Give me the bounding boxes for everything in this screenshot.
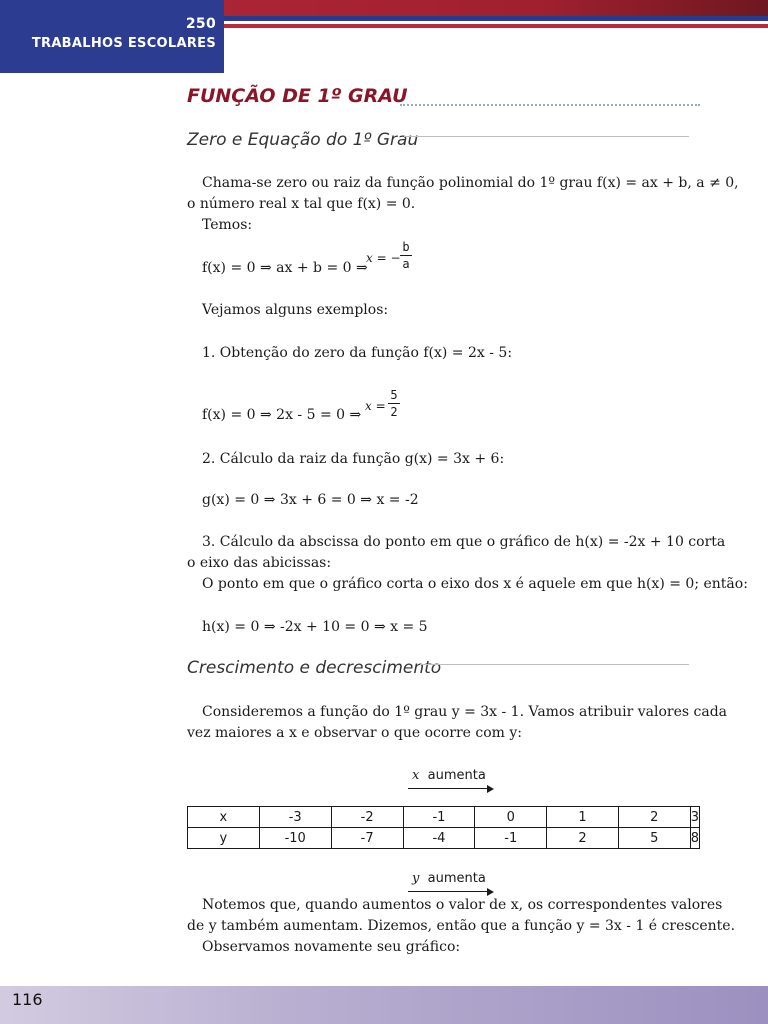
x-increases-label — [412, 768, 486, 783]
table-cell: 0 — [475, 807, 547, 828]
footer-bar — [0, 986, 768, 1024]
example-3-line-3: O ponto em que o gráfico corta o eixo dos x é aquele em que h(x) = 0; então: — [202, 576, 748, 592]
table-cell: -4 — [403, 828, 475, 849]
header-red-stripe — [224, 24, 768, 28]
title-dotted-rule — [400, 104, 700, 106]
x-increases-word: aumenta — [427, 768, 486, 783]
note-line-3: Observamos novamente seu gráfico: — [202, 939, 461, 955]
fraction-bar — [388, 403, 400, 404]
section-heading-growth: Crescimento e decrescimento — [187, 658, 442, 678]
example-3-line-1: 3. Cálculo da abscissa do ponto em que o gráfico de h(x) = -2x + 10 corta — [202, 534, 726, 550]
page-title: FUNÇÃO DE 1º GRAU — [187, 85, 408, 107]
section-rule-zero — [404, 136, 689, 137]
example-1-title: 1. Obtenção do zero da função f(x) = 2x - 5: — [202, 345, 513, 361]
page-number: 116 — [12, 990, 43, 1009]
table-cell: -7 — [331, 828, 403, 849]
example-2-equation: g(x) = 0 ⇒ 3x + 6 = 0 ⇒ x = -2 — [202, 492, 419, 508]
table-cell: y — [188, 828, 260, 849]
section-rule-growth — [420, 664, 689, 665]
intro-line-2: o número real x tal que f(x) = 0. — [187, 196, 416, 212]
values-table — [187, 806, 700, 849]
brand-number: 250 — [185, 16, 216, 32]
table-cell: 2 — [547, 828, 619, 849]
examples-label: Vejamos alguns exemplos: — [202, 302, 389, 318]
example-3-line-2: o eixo das abicissas: — [187, 555, 332, 571]
intro-line-1: Chama-se zero ou raiz da função polinomial do 1º grau f(x) = ax + b, a ≠ 0, — [202, 175, 739, 191]
x-increases-arrow-line — [408, 788, 488, 789]
table-row-x — [188, 807, 700, 828]
note-line-1: Notemos que, quando aumentos o valor de x, os correspondentes valores — [202, 897, 723, 913]
zero-equation: f(x) = 0 ⇒ ax + b = 0 ⇒ — [202, 260, 368, 276]
table-cell: 3 — [690, 807, 699, 828]
table-cell: -1 — [475, 828, 547, 849]
growth-intro-line-1: Consideremos a função do 1º grau y = 3x - 1. Vamos atribuir valores cada — [202, 704, 728, 720]
section-heading-zero: Zero e Equação do 1º Grau — [187, 130, 419, 150]
y-increases-word: aumenta — [427, 871, 486, 886]
table-cell: 8 — [690, 828, 699, 849]
table-cell: -3 — [259, 807, 331, 828]
example-3-equation: h(x) = 0 ⇒ -2x + 10 = 0 ⇒ x = 5 — [202, 619, 428, 635]
note-line-2: de y também aumentam. Dizemos, então que a função y = 3x - 1 é crescente. — [187, 918, 736, 934]
x-increases-arrow-head — [487, 785, 494, 793]
example-1-equation: f(x) = 0 ⇒ 2x - 5 = 0 ⇒ — [202, 407, 362, 423]
table-row-y — [188, 828, 700, 849]
table-cell: x — [188, 807, 260, 828]
table-cell: -10 — [259, 828, 331, 849]
example-1-x-equals: x = — [365, 399, 386, 413]
y-variable: y — [412, 871, 420, 886]
fraction-numerator: b — [402, 240, 410, 254]
example-2-title: 2. Cálculo da raiz da função g(x) = 3x + 6: — [202, 451, 505, 467]
fraction-b-over-a — [400, 240, 412, 271]
growth-intro-line-2: vez maiores a x e observar o que ocorre com y: — [187, 725, 523, 741]
table-cell: -1 — [403, 807, 475, 828]
table-cell: 5 — [618, 828, 690, 849]
brand-box — [0, 0, 224, 73]
fraction-5-over-2 — [388, 388, 400, 419]
fraction-bar — [400, 255, 412, 256]
table-cell: 1 — [547, 807, 619, 828]
fraction-denominator: a — [402, 257, 410, 271]
table-cell: -2 — [331, 807, 403, 828]
fraction-numerator: 5 — [390, 388, 398, 402]
y-increases-arrow-head — [487, 888, 494, 896]
x-variable: x — [412, 768, 420, 783]
y-increases-label — [412, 871, 486, 886]
y-increases-arrow-line — [408, 891, 488, 892]
table-cell: 2 — [618, 807, 690, 828]
fraction-denominator: 2 — [390, 405, 398, 419]
temos-label: Temos: — [202, 217, 253, 233]
brand-text: TRABALHOS ESCOLARES — [31, 36, 216, 51]
zero-x-equals: x = − — [366, 251, 401, 265]
